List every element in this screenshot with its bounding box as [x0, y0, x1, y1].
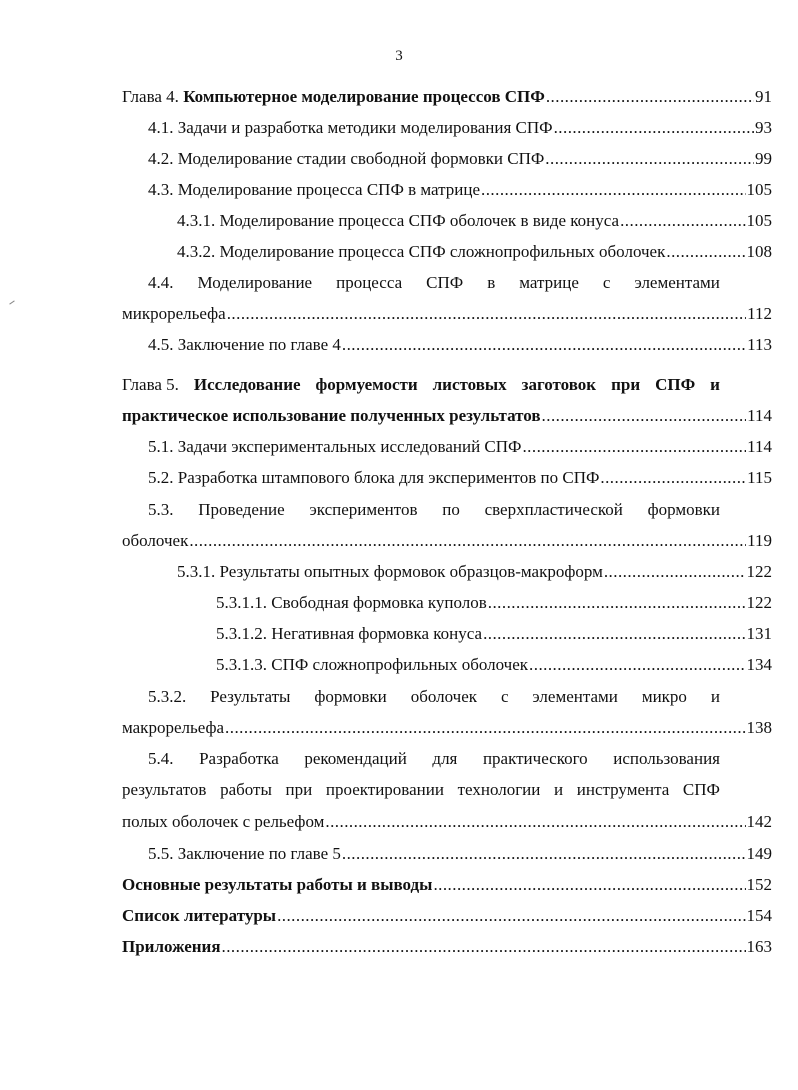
toc-references[interactable] — [122, 905, 772, 927]
toc-word: формуемости — [315, 375, 418, 394]
toc-section-4-3[interactable] — [148, 179, 772, 201]
dot-leader — [481, 179, 745, 201]
toc-label: 4.3.1. Моделирование процесса СПФ оболочек в виде конуса — [177, 211, 620, 230]
toc-word: оболочек — [410, 687, 478, 706]
toc-section-5-4-line2[interactable] — [122, 779, 720, 801]
toc-section-5-3-1[interactable] — [177, 561, 772, 583]
toc-section-5-3-line1[interactable] — [148, 499, 720, 521]
dot-leader — [554, 117, 754, 139]
dot-leader — [225, 717, 745, 739]
toc-label: 5.1. Задачи экспериментальных исследований СПФ — [148, 437, 522, 456]
toc-chapter-5-line2[interactable] — [122, 405, 772, 427]
toc-label: 5.3.1. Результаты опытных формовок образцов-макроформ — [177, 562, 603, 581]
toc-label: 5.2. Разработка штампового блока для экспериментов по СПФ — [148, 468, 600, 487]
toc-page: 114 — [747, 406, 772, 425]
toc-label: 5.5. Заключение по главе 5 — [148, 844, 341, 863]
toc-section-5-3-1-3[interactable] — [216, 654, 772, 676]
toc-section-4-3-2[interactable] — [177, 241, 772, 263]
toc-word: формовки — [647, 500, 720, 519]
toc-label: 4.5. Заключение по главе 4 — [148, 335, 341, 354]
toc-label: 5.3.1.3. СПФ сложнопрофильных оболочек — [216, 655, 529, 674]
toc-word: с — [602, 273, 611, 292]
toc-page: 105 — [746, 180, 772, 199]
dot-leader — [189, 530, 746, 552]
dot-leader — [522, 436, 746, 458]
toc-section-5-3-2-line1[interactable] — [148, 686, 720, 708]
toc-word: Моделирование — [197, 273, 313, 292]
margin-mark — [9, 300, 14, 304]
toc-section-5-4-line1[interactable] — [148, 748, 720, 770]
dot-leader — [604, 561, 746, 583]
toc-section-5-5[interactable] — [148, 843, 772, 865]
toc-label: Приложения — [122, 937, 221, 956]
toc-word: заготовок — [521, 375, 597, 394]
dot-leader — [620, 210, 745, 232]
toc-section-4-4-line1[interactable] — [148, 272, 720, 294]
dot-leader — [325, 811, 745, 833]
dot-leader — [227, 303, 746, 325]
dot-leader — [546, 86, 754, 108]
toc-section-4-5[interactable] — [148, 334, 772, 356]
toc-page: 152 — [746, 875, 772, 894]
toc-label: Основные результаты работы и выводы — [122, 875, 433, 894]
toc-word: элементами — [634, 273, 720, 292]
toc-label: 4.2. Моделирование стадии свободной формовки СПФ — [148, 149, 545, 168]
toc-section-4-2[interactable] — [148, 148, 772, 170]
toc-page: 91 — [755, 87, 772, 106]
toc-word: при — [285, 780, 313, 799]
toc-word: использования — [613, 749, 720, 768]
toc-page: 138 — [746, 718, 772, 737]
toc-label: 5.3.1.2. Негативная формовка конуса — [216, 624, 483, 643]
toc-label: Список литературы — [122, 906, 277, 925]
toc-section-4-1[interactable] — [148, 117, 772, 139]
toc-page: 154 — [746, 906, 772, 925]
toc-word: с — [500, 687, 509, 706]
page-number: 3 — [395, 48, 403, 64]
dot-leader — [277, 905, 745, 927]
toc-word: Исследование — [193, 375, 301, 394]
dot-leader — [222, 936, 746, 958]
toc-section-5-2[interactable] — [148, 467, 772, 489]
toc-word: сверхпластической — [484, 500, 623, 519]
toc-label: микрорельефа — [122, 304, 226, 323]
toc-word: процесса — [336, 273, 403, 292]
toc-word: технологии — [457, 780, 541, 799]
toc-page: 163 — [746, 937, 772, 956]
toc-chapter-prefix: Глава 5. — [122, 375, 179, 394]
toc-word: матрице — [519, 273, 579, 292]
toc-word: 5.4. — [148, 749, 174, 768]
toc-section-5-3-line2[interactable] — [122, 530, 772, 552]
toc-section-5-3-1-1[interactable] — [216, 592, 772, 614]
toc-word: и — [710, 375, 720, 394]
toc-section-4-4-line2[interactable] — [122, 303, 772, 325]
toc-word: рекомендаций — [304, 749, 407, 768]
toc-page: 122 — [746, 593, 772, 612]
toc-label: практическое использование полученных результатов — [122, 406, 541, 425]
toc-word: Результаты — [210, 687, 291, 706]
toc-page: 122 — [746, 562, 772, 581]
toc-word: Разработка — [199, 749, 279, 768]
toc-label: полых оболочек с рельефом — [122, 812, 325, 831]
toc-label: 5.3.1.1. Свободная формовка куполов — [216, 593, 487, 612]
toc-label: оболочек — [122, 531, 189, 550]
dot-leader — [542, 405, 747, 427]
dot-leader — [666, 241, 745, 263]
toc-section-5-3-1-2[interactable] — [216, 623, 772, 645]
dot-leader — [342, 843, 746, 865]
toc-word: по — [442, 500, 460, 519]
dot-leader — [483, 623, 745, 645]
toc-word: инструмента — [576, 780, 670, 799]
dot-leader — [529, 654, 745, 676]
toc-page: 93 — [755, 118, 772, 137]
toc-section-5-4-line3[interactable] — [122, 811, 772, 833]
toc-word: СПФ — [426, 273, 464, 292]
dot-leader — [600, 467, 746, 489]
toc-page: 131 — [746, 624, 772, 643]
toc-word: результатов — [122, 780, 207, 799]
toc-page: 112 — [747, 304, 772, 323]
toc-page: 119 — [747, 531, 772, 550]
toc-label: 4.1. Задачи и разработка методики моделирования СПФ — [148, 118, 553, 137]
toc-word: для — [432, 749, 458, 768]
toc-appendices[interactable] — [122, 936, 772, 958]
toc-word: формовки — [314, 687, 387, 706]
toc-label: Глава 4. Компьютерное моделирование процессов СПФ — [122, 87, 545, 106]
toc-word: работы — [220, 780, 272, 799]
toc-page: 115 — [747, 468, 772, 487]
toc-section-5-1[interactable] — [148, 436, 772, 458]
toc-page: 114 — [747, 437, 772, 456]
toc-label: 4.3.2. Моделирование процесса СПФ сложнопрофильных оболочек — [177, 242, 666, 261]
toc-word: Проведение — [198, 500, 285, 519]
toc-page: 105 — [746, 211, 772, 230]
toc-page: 149 — [746, 844, 772, 863]
toc-page: 113 — [747, 335, 772, 354]
toc-word: при — [611, 375, 641, 394]
toc-word: СПФ — [682, 780, 720, 799]
toc-word: 5.3.2. — [148, 687, 187, 706]
toc-word: проектировании — [325, 780, 444, 799]
toc-word: листовых — [432, 375, 507, 394]
toc-word: микро — [641, 687, 687, 706]
dot-leader — [433, 874, 745, 896]
toc-section-4-3-1[interactable] — [177, 210, 772, 232]
toc-page: 134 — [746, 655, 772, 674]
toc-page: 142 — [746, 812, 772, 831]
toc-page: 108 — [746, 242, 772, 261]
toc-word: и — [710, 687, 720, 706]
toc-label: макрорельефа — [122, 718, 225, 737]
dot-leader — [488, 592, 746, 614]
toc-chapter-4[interactable] — [122, 86, 772, 108]
toc-results[interactable] — [122, 874, 772, 896]
toc-word: элементами — [532, 687, 618, 706]
toc-word: экспериментов — [309, 500, 418, 519]
dot-leader — [342, 334, 746, 356]
toc-section-5-3-2-line2[interactable] — [122, 717, 772, 739]
dot-leader — [545, 148, 754, 170]
toc-word: СПФ — [655, 375, 696, 394]
toc-word: и — [554, 780, 564, 799]
toc-word: 4.4. — [148, 273, 174, 292]
toc-word: в — [487, 273, 496, 292]
toc-chapter-5-line1[interactable] — [122, 374, 720, 396]
toc-label: 4.3. Моделирование процесса СПФ в матрице — [148, 180, 481, 199]
toc-page: 99 — [755, 149, 772, 168]
toc-word: практического — [482, 749, 588, 768]
toc-word: 5.3. — [148, 500, 174, 519]
